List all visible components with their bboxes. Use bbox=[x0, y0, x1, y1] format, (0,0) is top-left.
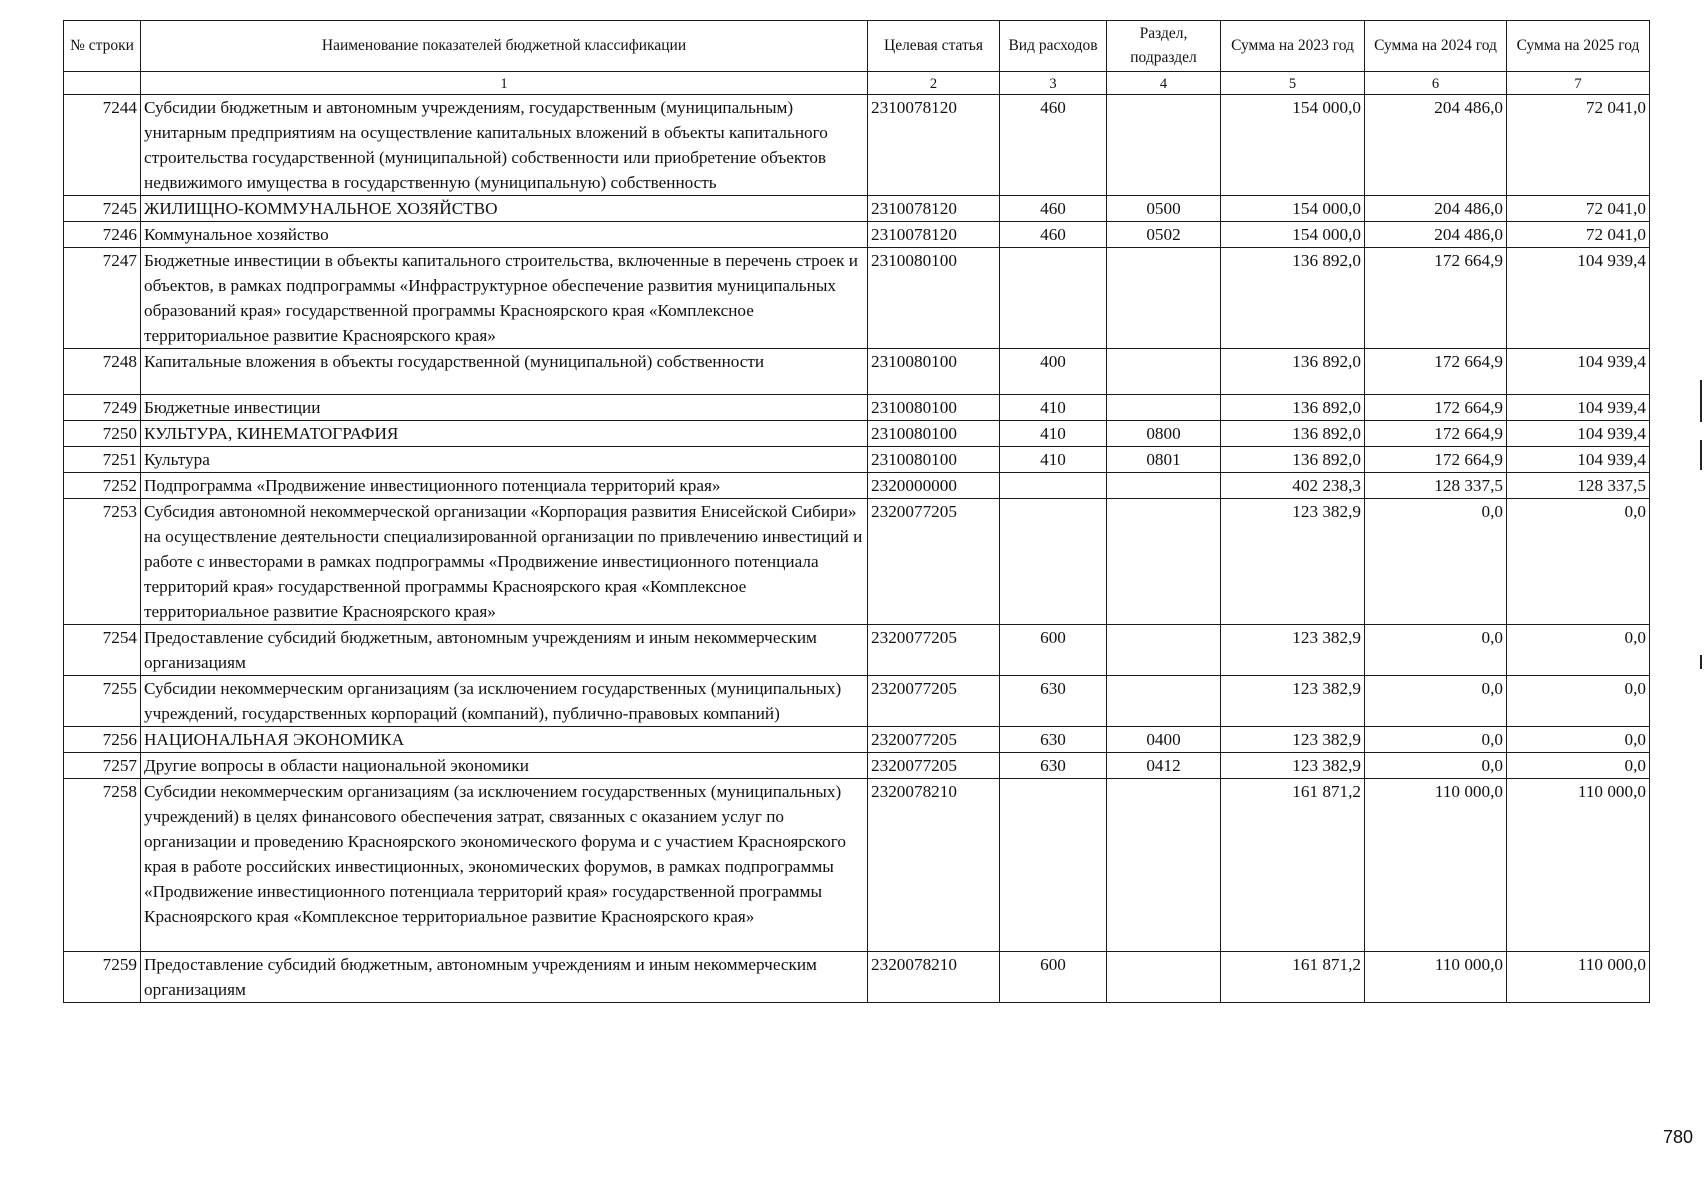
section-subsection bbox=[1107, 349, 1221, 395]
section-subsection bbox=[1107, 248, 1221, 349]
table-row bbox=[64, 753, 1650, 779]
indicator-name: НАЦИОНАЛЬНАЯ ЭКОНОМИКА bbox=[141, 727, 868, 753]
row-number: 7246 bbox=[64, 222, 141, 248]
table-row bbox=[64, 248, 1650, 349]
page-number: 780 bbox=[1662, 1127, 1693, 1147]
expense-type: 630 bbox=[1000, 753, 1107, 779]
indicator-name: КУЛЬТУРА, КИНЕМАТОГРАФИЯ bbox=[141, 421, 868, 447]
sum-2024: 204 486,0 bbox=[1365, 95, 1507, 196]
expense-type: 410 bbox=[1000, 447, 1107, 473]
row-number: 7252 bbox=[64, 473, 141, 499]
sum-2025: 0,0 bbox=[1507, 499, 1650, 625]
sum-2025: 110 000,0 bbox=[1507, 779, 1650, 952]
row-number: 7258 bbox=[64, 779, 141, 952]
sum-2023: 123 382,9 bbox=[1221, 753, 1365, 779]
sum-2024: 172 664,9 bbox=[1365, 421, 1507, 447]
sum-2025: 104 939,4 bbox=[1507, 447, 1650, 473]
header-row-num: № строки bbox=[64, 21, 141, 72]
section-subsection: 0801 bbox=[1107, 447, 1221, 473]
sum-2025: 104 939,4 bbox=[1507, 349, 1650, 395]
sum-2024: 0,0 bbox=[1365, 499, 1507, 625]
indicator-name: Подпрограмма «Продвижение инвестиционного потенциала территорий края» bbox=[141, 473, 868, 499]
sum-2023: 154 000,0 bbox=[1221, 196, 1365, 222]
column-number: 1 bbox=[141, 72, 868, 95]
expense-type: 460 bbox=[1000, 222, 1107, 248]
sum-2024: 110 000,0 bbox=[1365, 779, 1507, 952]
section-subsection bbox=[1107, 952, 1221, 1003]
target-article: 2310080100 bbox=[868, 447, 1000, 473]
indicator-name: Коммунальное хозяйство bbox=[141, 222, 868, 248]
sum-2024: 0,0 bbox=[1365, 676, 1507, 727]
sum-2025: 104 939,4 bbox=[1507, 395, 1650, 421]
sum-2025: 72 041,0 bbox=[1507, 95, 1650, 196]
header-row bbox=[64, 21, 1650, 72]
table-row bbox=[64, 196, 1650, 222]
indicator-name: Предоставление субсидий бюджетным, автономным учреждениям и иным некоммерческим организациям bbox=[141, 625, 868, 676]
table-row bbox=[64, 727, 1650, 753]
sum-2023: 136 892,0 bbox=[1221, 248, 1365, 349]
expense-type bbox=[1000, 499, 1107, 625]
indicator-name: Капитальные вложения в объекты государственной (муниципальной) собственности bbox=[141, 349, 868, 395]
sum-2025: 0,0 bbox=[1507, 727, 1650, 753]
table-row bbox=[64, 473, 1650, 499]
section-subsection bbox=[1107, 779, 1221, 952]
sum-2024: 172 664,9 bbox=[1365, 248, 1507, 349]
row-number: 7244 bbox=[64, 95, 141, 196]
sum-2024: 172 664,9 bbox=[1365, 395, 1507, 421]
sum-2025: 128 337,5 bbox=[1507, 473, 1650, 499]
sum-2023: 402 238,3 bbox=[1221, 473, 1365, 499]
target-article: 2320077205 bbox=[868, 753, 1000, 779]
table-row bbox=[64, 676, 1650, 727]
indicator-name: Бюджетные инвестиции bbox=[141, 395, 868, 421]
section-subsection: 0412 bbox=[1107, 753, 1221, 779]
sum-2024: 204 486,0 bbox=[1365, 222, 1507, 248]
expense-type: 630 bbox=[1000, 727, 1107, 753]
row-number: 7250 bbox=[64, 421, 141, 447]
expense-type: 410 bbox=[1000, 421, 1107, 447]
expense-type bbox=[1000, 779, 1107, 952]
sum-2023: 136 892,0 bbox=[1221, 349, 1365, 395]
table-body bbox=[64, 95, 1650, 1003]
expense-type: 460 bbox=[1000, 196, 1107, 222]
scan-edge-mark bbox=[1700, 380, 1702, 422]
sum-2023: 123 382,9 bbox=[1221, 499, 1365, 625]
target-article: 2310080100 bbox=[868, 349, 1000, 395]
header-razdel: Раздел, подраздел bbox=[1107, 21, 1221, 72]
sum-2025: 72 041,0 bbox=[1507, 196, 1650, 222]
section-subsection bbox=[1107, 676, 1221, 727]
table-row bbox=[64, 952, 1650, 1003]
section-subsection bbox=[1107, 395, 1221, 421]
table-header bbox=[64, 21, 1650, 95]
scan-edge-mark bbox=[1700, 655, 1702, 669]
target-article: 2320077205 bbox=[868, 676, 1000, 727]
column-number bbox=[64, 72, 141, 95]
row-number: 7257 bbox=[64, 753, 141, 779]
sum-2023: 123 382,9 bbox=[1221, 727, 1365, 753]
sum-2025: 110 000,0 bbox=[1507, 952, 1650, 1003]
table-row bbox=[64, 779, 1650, 952]
row-number: 7249 bbox=[64, 395, 141, 421]
expense-type: 600 bbox=[1000, 625, 1107, 676]
sum-2024: 0,0 bbox=[1365, 753, 1507, 779]
section-subsection bbox=[1107, 473, 1221, 499]
sum-2024: 172 664,9 bbox=[1365, 349, 1507, 395]
target-article: 2310080100 bbox=[868, 248, 1000, 349]
row-number: 7253 bbox=[64, 499, 141, 625]
row-number: 7251 bbox=[64, 447, 141, 473]
column-number: 4 bbox=[1107, 72, 1221, 95]
table-row bbox=[64, 421, 1650, 447]
sum-2025: 0,0 bbox=[1507, 753, 1650, 779]
expense-type: 600 bbox=[1000, 952, 1107, 1003]
target-article: 2320000000 bbox=[868, 473, 1000, 499]
row-number: 7254 bbox=[64, 625, 141, 676]
sum-2023: 161 871,2 bbox=[1221, 779, 1365, 952]
indicator-name: Субсидии бюджетным и автономным учреждениям, государственным (муниципальным) унитарным предприятиям на осуществление капитальных вложений в объекты капитального строительства государственной (муниципальной) собственности или приобретение объектов недвижимого имущества в государственную (муниципальную) собственность bbox=[141, 95, 868, 196]
target-article: 2320077205 bbox=[868, 625, 1000, 676]
section-subsection: 0502 bbox=[1107, 222, 1221, 248]
sum-2024: 128 337,5 bbox=[1365, 473, 1507, 499]
expense-type bbox=[1000, 473, 1107, 499]
indicator-name: Бюджетные инвестиции в объекты капитального строительства, включенные в перечень строек и объектов, в рамках подпрограммы «Инфраструктурное обеспечение развития муниципальных образований края» государственной программы Красноярского края «Комплексное территориальное развитие Красноярского края» bbox=[141, 248, 868, 349]
budget-table bbox=[63, 20, 1650, 1003]
row-number: 7247 bbox=[64, 248, 141, 349]
expense-type: 460 bbox=[1000, 95, 1107, 196]
sum-2023: 136 892,0 bbox=[1221, 447, 1365, 473]
section-subsection bbox=[1107, 625, 1221, 676]
sum-2024: 204 486,0 bbox=[1365, 196, 1507, 222]
sum-2025: 0,0 bbox=[1507, 676, 1650, 727]
row-number: 7255 bbox=[64, 676, 141, 727]
column-number: 3 bbox=[1000, 72, 1107, 95]
row-number: 7256 bbox=[64, 727, 141, 753]
column-number: 7 bbox=[1507, 72, 1650, 95]
table-row bbox=[64, 447, 1650, 473]
header-name: Наименование показателей бюджетной классификации bbox=[141, 21, 868, 72]
sum-2024: 110 000,0 bbox=[1365, 952, 1507, 1003]
expense-type bbox=[1000, 248, 1107, 349]
expense-type: 400 bbox=[1000, 349, 1107, 395]
indicator-name: Культура bbox=[141, 447, 868, 473]
target-article: 2310078120 bbox=[868, 95, 1000, 196]
table-row bbox=[64, 395, 1650, 421]
column-number: 2 bbox=[868, 72, 1000, 95]
indicator-name: Субсидии некоммерческим организациям (за исключением государственных (муниципальных) учреждений) в целях финансового обеспечения затрат, связанных с оказанием услуг по организации и проведению Красноярского экономического форума и с участием Красноярского края в работе российских инвестиционных, экономических форумов, в рамках подпрограммы «Продвижение инвестиционного потенциала территорий края» государственной программы Красноярского края «Комплексное территориальное развитие Красноярского края» bbox=[141, 779, 868, 952]
expense-type: 630 bbox=[1000, 676, 1107, 727]
target-article: 2320078210 bbox=[868, 952, 1000, 1003]
indicator-name: ЖИЛИЩНО-КОММУНАЛЬНОЕ ХОЗЯЙСТВО bbox=[141, 196, 868, 222]
row-number: 7248 bbox=[64, 349, 141, 395]
section-subsection: 0400 bbox=[1107, 727, 1221, 753]
section-subsection: 0500 bbox=[1107, 196, 1221, 222]
sum-2024: 0,0 bbox=[1365, 727, 1507, 753]
sum-2025: 104 939,4 bbox=[1507, 421, 1650, 447]
section-subsection bbox=[1107, 95, 1221, 196]
sum-2023: 154 000,0 bbox=[1221, 95, 1365, 196]
row-number: 7245 bbox=[64, 196, 141, 222]
sum-2025: 72 041,0 bbox=[1507, 222, 1650, 248]
header-target: Целевая статья bbox=[868, 21, 1000, 72]
sum-2024: 0,0 bbox=[1365, 625, 1507, 676]
header-sum2025: Сумма на 2025 год bbox=[1507, 21, 1650, 72]
target-article: 2310078120 bbox=[868, 222, 1000, 248]
sum-2025: 0,0 bbox=[1507, 625, 1650, 676]
table-row bbox=[64, 349, 1650, 395]
sum-2023: 154 000,0 bbox=[1221, 222, 1365, 248]
header-sum2023: Сумма на 2023 год bbox=[1221, 21, 1365, 72]
table-row bbox=[64, 95, 1650, 196]
indicator-name: Субсидия автономной некоммерческой организации «Корпорация развития Енисейской Сибири» на осуществление деятельности специализированной организации по привлечению инвестиций и работе с инвесторами в рамках подпрограммы «Продвижение инвестиционного потенциала территорий края» государственной программы Красноярского края «Комплексное территориальное развитие Красноярского края» bbox=[141, 499, 868, 625]
scan-edge-mark bbox=[1700, 440, 1702, 470]
table-row bbox=[64, 222, 1650, 248]
header-vid: Вид расходов bbox=[1000, 21, 1107, 72]
section-subsection: 0800 bbox=[1107, 421, 1221, 447]
expense-type: 410 bbox=[1000, 395, 1107, 421]
target-article: 2310080100 bbox=[868, 421, 1000, 447]
target-article: 2320078210 bbox=[868, 779, 1000, 952]
indicator-name: Другие вопросы в области национальной экономики bbox=[141, 753, 868, 779]
indicator-name: Предоставление субсидий бюджетным, автономным учреждениям и иным некоммерческим организациям bbox=[141, 952, 868, 1003]
row-number: 7259 bbox=[64, 952, 141, 1003]
sum-2023: 161 871,2 bbox=[1221, 952, 1365, 1003]
header-sum2024: Сумма на 2024 год bbox=[1365, 21, 1507, 72]
sum-2023: 123 382,9 bbox=[1221, 625, 1365, 676]
table-row bbox=[64, 625, 1650, 676]
column-number: 5 bbox=[1221, 72, 1365, 95]
section-subsection bbox=[1107, 499, 1221, 625]
sum-2023: 123 382,9 bbox=[1221, 676, 1365, 727]
indicator-name: Субсидии некоммерческим организациям (за исключением государственных (муниципальных) учреждений, государственных корпораций (компаний), публично-правовых компаний) bbox=[141, 676, 868, 727]
target-article: 2310080100 bbox=[868, 395, 1000, 421]
target-article: 2310078120 bbox=[868, 196, 1000, 222]
sum-2024: 172 664,9 bbox=[1365, 447, 1507, 473]
sum-2025: 104 939,4 bbox=[1507, 248, 1650, 349]
sum-2023: 136 892,0 bbox=[1221, 421, 1365, 447]
column-number-row bbox=[64, 72, 1650, 95]
target-article: 2320077205 bbox=[868, 727, 1000, 753]
table-row bbox=[64, 499, 1650, 625]
sum-2023: 136 892,0 bbox=[1221, 395, 1365, 421]
column-number: 6 bbox=[1365, 72, 1507, 95]
target-article: 2320077205 bbox=[868, 499, 1000, 625]
